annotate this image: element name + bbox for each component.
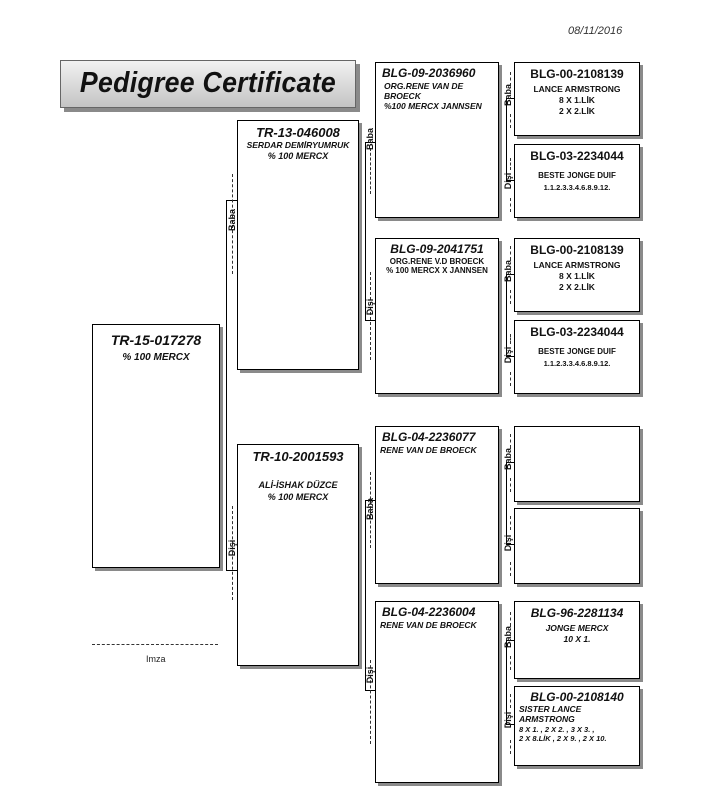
dam-line-1: ALİ-İSHAK DÜZCE bbox=[258, 480, 338, 490]
ds-sire-dash-2 bbox=[510, 478, 511, 492]
dam-label: Dişi bbox=[227, 539, 237, 557]
ss-sire-card bbox=[514, 62, 640, 136]
sd-sire-dash-2 bbox=[510, 290, 511, 304]
certificate-date: 08/11/2016 bbox=[568, 25, 623, 37]
dd-dam-label: Dişi bbox=[503, 711, 513, 729]
dam-ring-number: TR-10-2001593 bbox=[252, 449, 344, 464]
dd-dam-line-3: 8 X 1. , 2 X 2. , 3 X 3. , bbox=[519, 725, 595, 734]
ss-sire-ring-number: BLG-00-2108139 bbox=[530, 67, 624, 81]
ss-sire-line-3: 2 X 2.LİK bbox=[559, 106, 595, 116]
ds-sire-label: Baba bbox=[503, 448, 513, 471]
ds-sire-dash bbox=[510, 434, 511, 448]
sire-sire-line-2: BROECK bbox=[384, 91, 421, 101]
ss-sire-dash-2 bbox=[510, 114, 511, 128]
dd-sire-label: Baba bbox=[503, 626, 513, 649]
dam-dam-line-1: RENE VAN DE BROECK bbox=[380, 620, 477, 630]
sd-sire-dash bbox=[510, 246, 511, 260]
dd-sire-dash bbox=[510, 612, 511, 626]
sire-card bbox=[237, 120, 359, 370]
sire-dam-card bbox=[375, 238, 499, 394]
ss-label: Baba bbox=[365, 128, 375, 151]
dam-line-2: % 100 MERCX bbox=[267, 492, 329, 502]
ss-sire-dash bbox=[510, 72, 511, 86]
ss-dam-dash bbox=[510, 158, 511, 170]
certificate-title: Pedigree Certificate bbox=[79, 67, 337, 99]
ss-sire-line-1: LANCE ARMSTRONG bbox=[533, 84, 621, 94]
ds-label: Baba bbox=[365, 498, 375, 521]
dam-sire-line-1: RENE VAN DE BROECK bbox=[380, 445, 477, 455]
sd-dam-dash-2 bbox=[510, 372, 511, 386]
ss-sire-line-2: 8 X 1.LİK bbox=[559, 95, 595, 105]
sire-line-2: % 100 MERCX bbox=[267, 151, 329, 161]
sd-sire-line-1: LANCE ARMSTRONG bbox=[533, 260, 621, 270]
sd-sire-card bbox=[514, 238, 640, 312]
ss-sire-label: Baba bbox=[503, 84, 513, 107]
sire-sire-line-1: ORG.RENE VAN DE bbox=[384, 81, 464, 91]
subject-line-1: % 100 MERCX bbox=[122, 352, 190, 363]
sd-dam-line-2: 1.1.2.3.3.4.6.8.9.12. bbox=[543, 359, 611, 368]
subject-card bbox=[92, 324, 220, 568]
ss-dam-line-1: BESTE JONGE DUIF bbox=[538, 171, 616, 180]
sd-dam-ring-number: BLG-03-2234044 bbox=[530, 325, 624, 339]
ss-dam-dash-2 bbox=[510, 198, 511, 212]
dam-dam-ring-number: BLG-04-2236004 bbox=[382, 605, 476, 619]
connector-subject-trunk bbox=[226, 200, 227, 570]
sire-dam-ring-number: BLG-09-2041751 bbox=[390, 242, 484, 256]
signature-label: Imza bbox=[146, 654, 166, 664]
dd-dam-dash-2 bbox=[510, 740, 511, 754]
dd-label: Dişi bbox=[365, 666, 375, 684]
sire-sire-ring-number: BLG-09-2036960 bbox=[382, 66, 476, 80]
sd-dam-dash bbox=[510, 334, 511, 344]
sd-dam-line-1: BESTE JONGE DUIF bbox=[538, 347, 616, 356]
sd-dam-card bbox=[514, 320, 640, 394]
ss-dashed-line bbox=[370, 148, 371, 194]
ds-dam-dash bbox=[510, 516, 511, 530]
sd-dam-label: Dişi bbox=[503, 346, 513, 364]
sire-dam-line-1: ORG.RENE V.D BROECK bbox=[389, 257, 485, 266]
ss-dam-ring-number: BLG-03-2234044 bbox=[530, 149, 624, 163]
dd-sire-card bbox=[514, 601, 640, 679]
sire-sire-line-3: %100 MERCX JANNSEN bbox=[384, 101, 482, 111]
sire-line-1: SERDAR DEMİRYUMRUK bbox=[246, 140, 350, 150]
dd-sire-line-1: JONGE MERCX bbox=[545, 623, 609, 633]
dam-dam-card bbox=[375, 601, 499, 783]
ss-dam-line-2: 1.1.2.3.3.4.6.8.9.12. bbox=[543, 183, 611, 192]
sire-label: Baba bbox=[227, 209, 237, 232]
dam-sire-ring-number: BLG-04-2236077 bbox=[382, 430, 476, 444]
ss-dam-card bbox=[514, 144, 640, 218]
dam-card bbox=[237, 444, 359, 666]
sd-sire-line-3: 2 X 2.LİK bbox=[559, 282, 595, 292]
sd-label: Dişi bbox=[365, 298, 375, 316]
ds-sire-card bbox=[514, 426, 640, 502]
sd-sire-label: Baba bbox=[503, 260, 513, 283]
ds-dam-label: Dişi bbox=[503, 534, 513, 552]
dd-dam-ring-number: BLG-00-2108140 bbox=[530, 690, 624, 704]
sire-ring-number: TR-13-046008 bbox=[256, 125, 340, 140]
ds-dam-dash-2 bbox=[510, 562, 511, 576]
dd-dam-card bbox=[514, 686, 640, 766]
dd-sire-dash-2 bbox=[510, 656, 511, 670]
ds-dam-card bbox=[514, 508, 640, 584]
dd-sire-ring-number: BLG-96-2281134 bbox=[530, 606, 624, 620]
sd-sire-line-2: 8 X 1.LİK bbox=[559, 271, 595, 281]
dd-dam-line-1: SISTER LANCE bbox=[519, 704, 582, 714]
certificate-title-box bbox=[60, 60, 356, 108]
sire-sire-card bbox=[375, 62, 499, 218]
dd-dam-dash bbox=[510, 694, 511, 708]
dam-sire-card bbox=[375, 426, 499, 584]
signature-line bbox=[92, 644, 218, 645]
sd-sire-ring-number: BLG-00-2108139 bbox=[530, 243, 624, 257]
subject-ring-number: TR-15-017278 bbox=[110, 332, 202, 348]
dd-sire-line-2: 10 X 1. bbox=[563, 634, 591, 644]
dd-dam-line-2: ARMSTRONG bbox=[519, 714, 575, 724]
ss-dam-label: Dişi bbox=[503, 172, 513, 190]
dd-dam-line-4: 2 X 8.LİK , 2 X 9. , 2 X 10. bbox=[519, 734, 607, 743]
sire-dam-line-2: % 100 MERCX X JANNSEN bbox=[386, 266, 488, 275]
